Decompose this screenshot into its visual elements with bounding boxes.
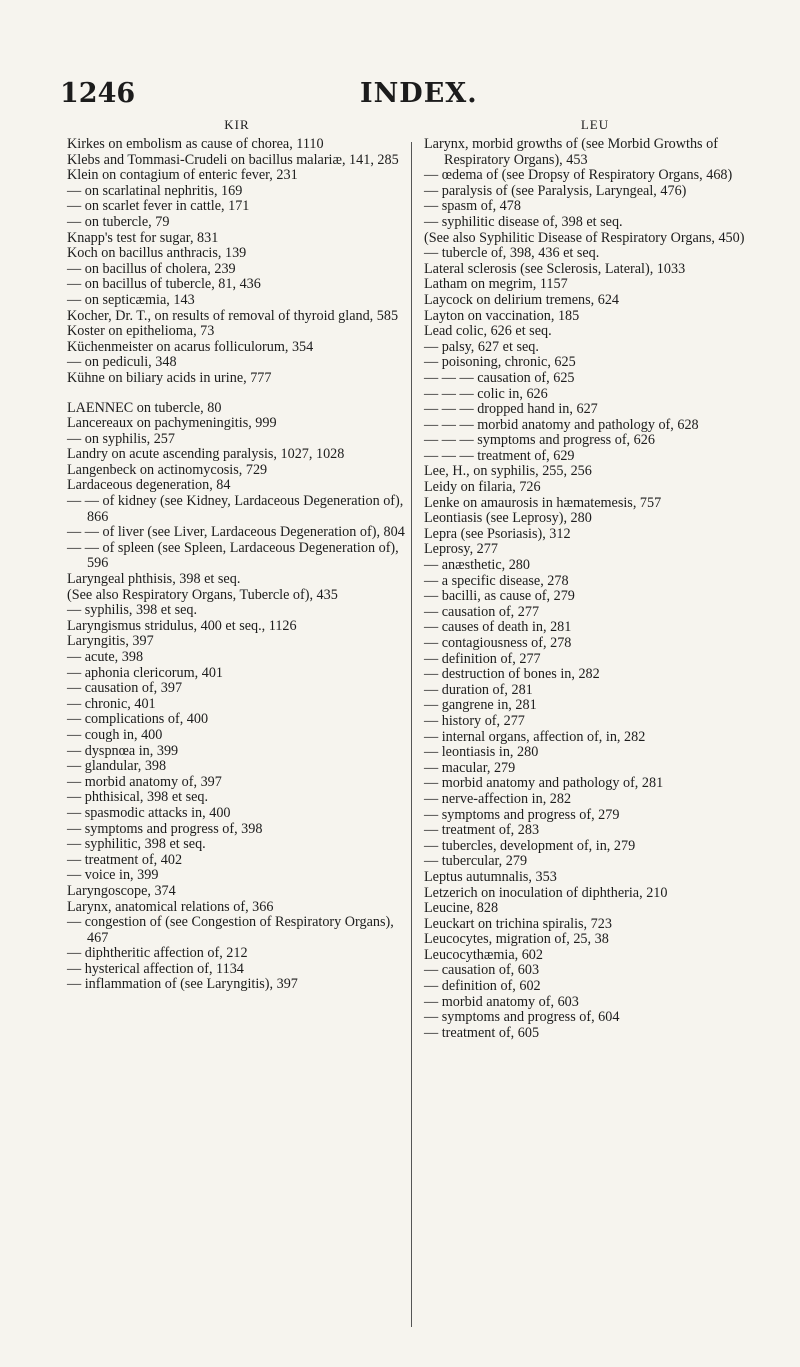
index-entry: — a specific disease, 278	[424, 572, 569, 589]
index-entry: — cough in, 400	[67, 726, 163, 743]
index-entry: Laycock on delirium tremens, 624	[424, 291, 620, 308]
index-entry: — on bacillus of tubercle, 81, 436	[67, 276, 261, 293]
index-entry: — hysterical affection of, 1134	[67, 960, 244, 977]
index-entry: — on pediculi, 348	[67, 354, 177, 371]
index-entry: Lancereaux on pachymeningitis, 999	[67, 415, 277, 432]
index-entry: Lateral sclerosis (see Sclerosis, Lateral), 1033	[424, 260, 686, 277]
index-entry: Langenbeck on actinomycosis, 729	[67, 461, 268, 478]
index-entry: — complications of, 400	[67, 711, 209, 728]
index-entry: — morbid anatomy of, 397	[67, 773, 222, 790]
index-entry: — aphonia clericorum, 401	[67, 664, 224, 681]
index-entry: Letzerich on inoculation of diphtheria, 210	[424, 884, 668, 901]
index-entry: — tubercular, 279	[424, 853, 528, 870]
index-entry: — acute, 398	[67, 649, 144, 665]
index-entry: Lardaceous degeneration, 84	[67, 477, 231, 494]
right-column	[424, 118, 766, 1041]
index-entry: Leucocytes, migration of, 25, 38	[424, 931, 609, 948]
left-column-heading: KIR	[224, 117, 250, 132]
index-entry: — macular, 279	[424, 759, 516, 776]
index-entry: — œdema of (see Dropsy of Respiratory Organs, 468)	[424, 167, 733, 184]
index-entry: — anæsthetic, 280	[424, 557, 530, 574]
index-entry: — — — morbid anatomy and pathology of, 628	[424, 416, 699, 433]
index-entry: — on syphilis, 257	[67, 430, 175, 447]
index-entry: — bacilli, as cause of, 279	[424, 588, 575, 605]
index-entry: — treatment of, 283	[424, 822, 540, 839]
index-entry: — leontiasis in, 280	[424, 744, 539, 761]
index-entry: — symptoms and progress of, 398	[67, 820, 263, 837]
index-entry: Lenke on amaurosis in hæmatemesis, 757	[424, 494, 662, 511]
index-entry: — glandular, 398	[67, 758, 167, 775]
index-entry: — causation of, 397	[67, 680, 183, 697]
index-entry: Knapp's test for sugar, 831	[67, 229, 219, 246]
right-entry-list	[424, 137, 766, 1041]
index-entry: Klein on contagium of enteric fever, 231	[67, 167, 298, 184]
index-entry: — — — colic in, 626	[424, 385, 548, 402]
index-entry: Koster on epithelioma, 73	[67, 323, 215, 340]
index-entry: — — — treatment of, 629	[424, 447, 575, 464]
index-entry: — syphilis, 398 et seq.	[67, 602, 198, 619]
index-entry: — on bacillus of cholera, 239	[67, 260, 236, 277]
left-column	[67, 118, 407, 993]
index-entry: (See also Syphilitic Disease of Respiratory Organs, 450)	[424, 229, 745, 246]
index-entry: — gangrene in, 281	[424, 697, 537, 714]
index-entry: Leucine, 828	[424, 900, 499, 917]
index-entry: Klebs and Tommasi-Crudeli on bacillus malariæ, 141, 285	[67, 151, 399, 168]
index-entry: — — — symptoms and progress of, 626	[424, 432, 655, 449]
index-entry: — inflammation of (see Laryngitis), 397	[67, 976, 298, 993]
index-entry: — contagiousness of, 278	[424, 635, 572, 651]
index-entry: Laryngoscope, 374	[67, 882, 176, 899]
index-entry: Koch on bacillus anthracis, 139	[67, 245, 247, 262]
index-entry: — symptoms and progress of, 604	[424, 1009, 620, 1026]
index-entry: — destruction of bones in, 282	[424, 666, 600, 683]
index-entry: — paralysis of (see Paralysis, Laryngeal, 476)	[424, 182, 687, 199]
index-entry: Lepra (see Psoriasis), 312	[424, 525, 571, 542]
index-entry: — tubercles, development of, in, 279	[424, 837, 636, 854]
index-entry: — morbid anatomy of, 603	[424, 993, 579, 1010]
page-header	[0, 78, 800, 110]
index-entry: Kocher, Dr. T., on results of removal of thyroid gland, 585	[67, 307, 399, 324]
index-entry: (See also Respiratory Organs, Tubercle of), 435	[67, 586, 338, 603]
index-entry: — phthisical, 398 et seq.	[67, 789, 209, 806]
index-entry: — spasmodic attacks in, 400	[67, 804, 231, 821]
index-entry: Landry on acute ascending paralysis, 1027, 1028	[67, 446, 345, 463]
page-number: 1246	[60, 78, 136, 109]
index-entry: — chronic, 401	[67, 695, 156, 712]
index-entry: — duration of, 281	[424, 681, 533, 698]
index-entry: — syphilitic disease of, 398 et seq.	[424, 213, 623, 230]
index-entry: — palsy, 627 et seq.	[424, 338, 539, 355]
index-entry: — history of, 277	[424, 712, 525, 729]
index-entry: — causation of, 277	[424, 603, 540, 620]
index-entry: Kühne on biliary acids in urine, 777	[67, 369, 272, 386]
index-entry: — causation of, 603	[424, 962, 540, 979]
index-entry: — treatment of, 605	[424, 1024, 540, 1041]
index-entry: Leuckart on trichina spiralis, 723	[424, 915, 612, 932]
index-entry: — definition of, 277	[424, 650, 541, 667]
right-column-heading: LEU	[580, 117, 610, 132]
index-entry: — — — dropped hand in, 627	[424, 401, 598, 418]
index-entry: — voice in, 399	[67, 867, 159, 884]
index-entry: Larynx, anatomical relations of, 366	[67, 898, 274, 915]
index-entry: — causes of death in, 281	[424, 619, 572, 636]
index-entry: Leptus autumnalis, 353	[424, 868, 557, 885]
index-entry: — on tubercle, 79	[67, 213, 170, 230]
index-entry: — congestion of (see Congestion of Respiratory Organs), 467	[67, 914, 394, 946]
index-entry: Leidy on filaria, 726	[424, 479, 541, 496]
column-divider	[411, 142, 412, 1327]
index-entry: — treatment of, 402	[67, 851, 183, 868]
index-entry: — nerve-affection in, 282	[424, 790, 572, 807]
index-entry: Laryngitis, 397	[67, 633, 154, 650]
index-entry: — dyspnœa in, 399	[67, 742, 179, 759]
index-entry: Latham on megrim, 1157	[424, 276, 568, 293]
index-entry: — — of spleen (see Spleen, Lardaceous Degeneration of), 596	[67, 539, 399, 572]
index-entry: Lee, H., on syphilis, 255, 256	[424, 463, 592, 480]
index-entry: — spasm of, 478	[424, 198, 521, 215]
index-entry: Kirkes on embolism as cause of chorea, 1110	[67, 136, 324, 152]
index-entry: — — of kidney (see Kidney, Lardaceous Degeneration of), 866	[67, 493, 404, 525]
index-entry: — diphtheritic affection of, 212	[67, 945, 248, 962]
index-entry: — syphilitic, 398 et seq.	[67, 836, 206, 853]
index-entry: Leontiasis (see Leprosy), 280	[424, 510, 592, 527]
index-entry: — on scarlatinal nephritis, 169	[67, 182, 243, 199]
index-entry: Leucocythæmia, 602	[424, 946, 543, 963]
page-title: INDEX.	[360, 78, 478, 109]
index-entry: Layton on vaccination, 185	[424, 307, 580, 324]
index-entry: — definition of, 602	[424, 978, 541, 995]
index-entry: — on septicæmia, 143	[67, 291, 195, 308]
index-entry: Laryngismus stridulus, 400 et seq., 1126	[67, 617, 297, 634]
index-entry: — internal organs, affection of, in, 282	[424, 728, 646, 745]
index-entry: — symptoms and progress of, 279	[424, 806, 620, 823]
index-entry: — morbid anatomy and pathology of, 281	[424, 775, 664, 792]
index-entry: — — — causation of, 625	[424, 369, 575, 386]
index-entry: LAENNEC on tubercle, 80	[67, 399, 222, 416]
left-entry-list	[67, 137, 407, 993]
index-entry: — poisoning, chronic, 625	[424, 354, 576, 371]
index-entry: Leprosy, 277	[424, 541, 498, 558]
index-entry: Laryngeal phthisis, 398 et seq.	[67, 571, 241, 588]
index-entry: Küchenmeister on acarus folliculorum, 354	[67, 338, 314, 355]
index-entry: — — of liver (see Liver, Lardaceous Degeneration of), 804	[67, 524, 405, 541]
index-entry: — tubercle of, 398, 436 et seq.	[424, 245, 600, 262]
index-entry: — on scarlet fever in cattle, 171	[67, 198, 250, 215]
index-entry: Larynx, morbid growths of (see Morbid Growths of Respiratory Organs), 453	[424, 136, 718, 168]
index-entry: Lead colic, 626 et seq.	[424, 323, 552, 340]
